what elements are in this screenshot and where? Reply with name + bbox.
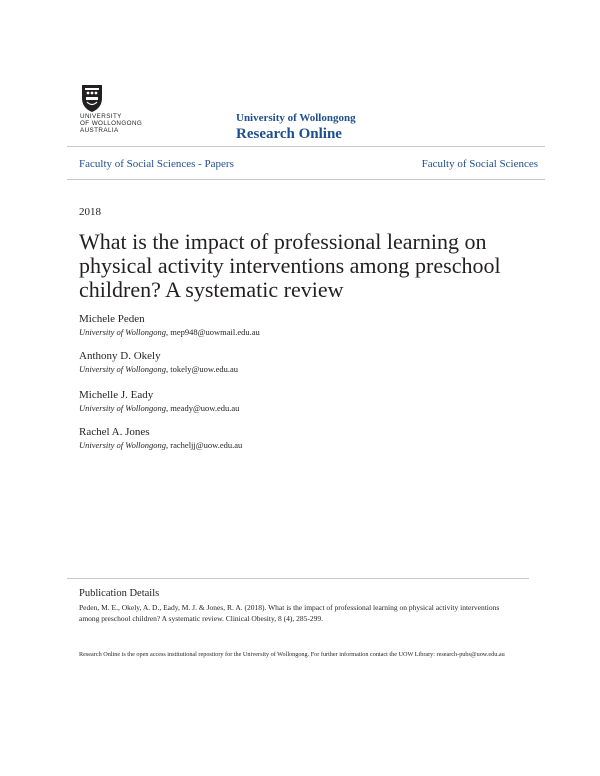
faculty-link[interactable]: Faculty of Social Sciences — [421, 158, 538, 170]
nav-divider — [67, 179, 545, 180]
author-affiliation: University of Wollongong, tokely@uow.edu.au — [79, 364, 239, 374]
author-email[interactable]: racheljj@uow.edu.au — [170, 440, 243, 450]
author-block — [79, 426, 242, 451]
publication-divider — [67, 578, 529, 579]
author-name[interactable]: Michele Peden — [79, 313, 145, 325]
author-email[interactable]: tokely@uow.edu.au — [170, 364, 239, 374]
author-email[interactable]: mep948@uowmail.edu.au — [170, 327, 260, 337]
top-divider — [67, 146, 545, 147]
logo-line: AUSTRALIA — [80, 127, 119, 134]
publication-details-text: Peden, M. E., Okely, A. D., Eady, M. J. & Jones, R. A. (2018). What is the impact of professional learning on physical activity interventions among preschool children? A systematic review. Clinical Obesity, 8 (4), 285-299. — [79, 603, 500, 623]
paper-title: What is the impact of professional learning on physical activity interventions among preschool children? A systematic review — [79, 229, 501, 302]
repository-footer-text: Research Online is the open access institutional repository for the University of Wollongong. For further information contact the UOW Library: research-pubs@uow.edu.au — [79, 651, 505, 658]
publication-details-heading: Publication Details — [79, 588, 160, 599]
author-institution: University of Wollongong — [79, 364, 167, 374]
university-link[interactable]: University of Wollongong — [236, 112, 356, 124]
publication-year: 2018 — [79, 206, 101, 218]
repository-header — [236, 112, 356, 143]
research-online-link[interactable]: Research Online — [236, 126, 342, 142]
author-affiliation: University of Wollongong, meady@uow.edu.au — [79, 403, 240, 413]
author-name[interactable]: Michelle J. Eady — [79, 389, 154, 401]
author-institution: University of Wollongong — [79, 440, 167, 450]
author-affiliation: University of Wollongong, racheljj@uow.edu.au — [79, 440, 243, 450]
author-name[interactable]: Rachel A. Jones — [79, 426, 150, 438]
author-block — [79, 313, 260, 338]
author-affiliation: University of Wollongong, mep948@uowmail.edu.au — [79, 327, 260, 337]
author-institution: University of Wollongong — [79, 403, 167, 413]
logo-wordmark — [80, 113, 142, 134]
author-block — [79, 350, 238, 375]
logo-line: OF WOLLONGONG — [80, 120, 143, 127]
logo-line: UNIVERSITY — [80, 113, 122, 120]
author-email[interactable]: meady@uow.edu.au — [170, 403, 240, 413]
author-institution: University of Wollongong — [79, 327, 167, 337]
faculty-papers-link[interactable]: Faculty of Social Sciences - Papers — [79, 158, 234, 170]
author-name[interactable]: Anthony D. Okely — [79, 350, 161, 362]
author-block — [79, 389, 239, 414]
